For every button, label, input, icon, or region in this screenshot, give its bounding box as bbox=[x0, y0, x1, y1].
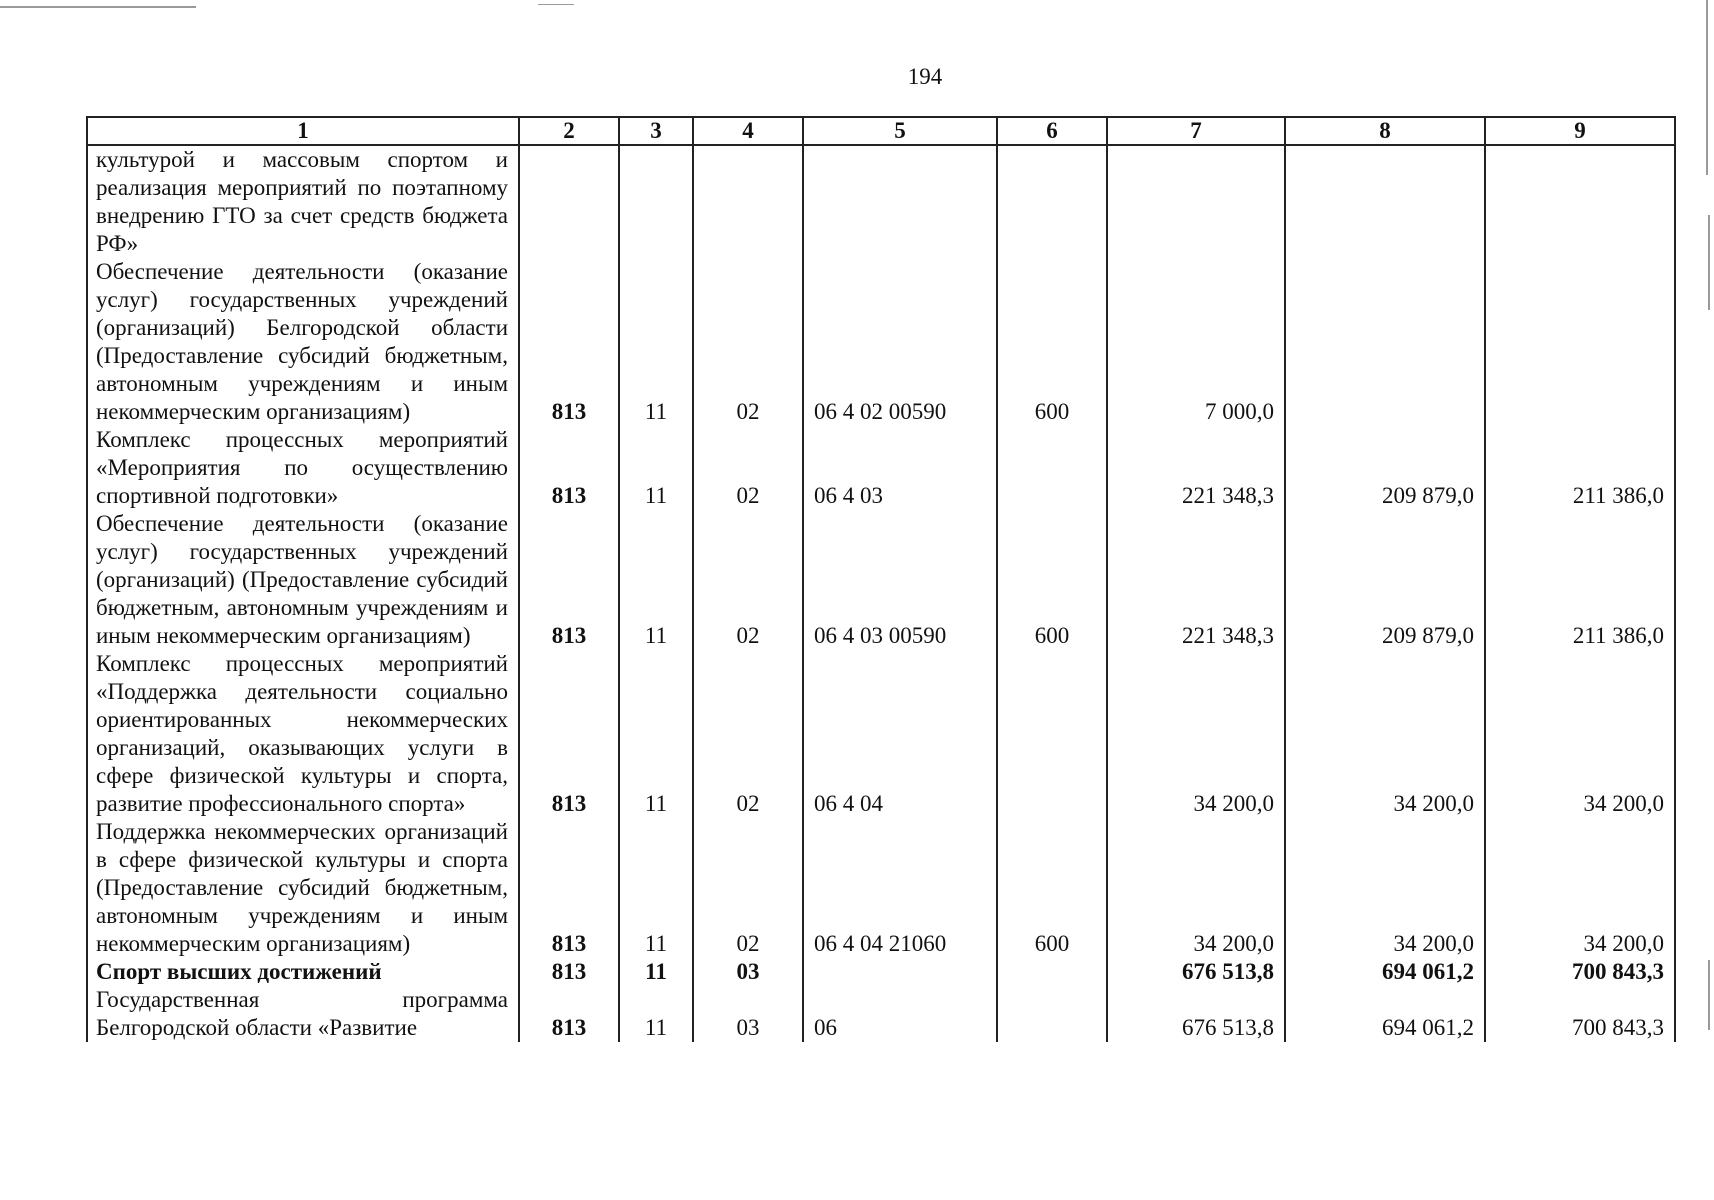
cell-col8: 34 200,0 bbox=[1285, 818, 1485, 958]
scan-artifact-line bbox=[1708, 960, 1710, 1030]
cell-col2: 813 bbox=[519, 818, 619, 958]
cell-col8: 694 061,2 bbox=[1285, 986, 1485, 1042]
row-name: Комплекс процессных мероприятий «Поддержка деятельности социально ориентированных некоммерческих организаций, оказывающих услуги в сфере физической культуры и спорта, развитие профессионального спорта» bbox=[87, 650, 519, 818]
cell-col9: 211 386,0 bbox=[1485, 510, 1675, 650]
cell-col8: 34 200,0 bbox=[1285, 650, 1485, 818]
cell-col3: 11 bbox=[619, 426, 693, 510]
cell-col9: 211 386,0 bbox=[1485, 426, 1675, 510]
row-name: Обеспечение деятельности (оказание услуг) государственных учреждений (организаций) Белгородской области (Предоставление субсидий бюджетным, автономным учреждениям и иным некоммерческим организациям) bbox=[87, 258, 519, 426]
cell-col5: 06 bbox=[803, 986, 997, 1042]
cell-col2: 813 bbox=[519, 426, 619, 510]
col-header-8: 8 bbox=[1285, 117, 1485, 145]
cell-col8: 209 879,0 bbox=[1285, 426, 1485, 510]
cell-col8: 209 879,0 bbox=[1285, 510, 1485, 650]
row-name: Спорт высших достижений bbox=[87, 958, 519, 986]
cell-col4: 02 bbox=[693, 818, 803, 958]
cell-col9: 34 200,0 bbox=[1485, 818, 1675, 958]
row-name: Государственная программа Белгородской области «Развитие bbox=[87, 986, 519, 1042]
table-row bbox=[87, 986, 1675, 1042]
cell-col4 bbox=[693, 145, 803, 258]
page-number: 194 bbox=[907, 64, 943, 89]
scan-artifact-line bbox=[1708, 215, 1710, 310]
cell-col7: 221 348,3 bbox=[1107, 426, 1285, 510]
cell-col6: 600 bbox=[997, 818, 1107, 958]
cell-col4: 02 bbox=[693, 510, 803, 650]
cell-col2 bbox=[519, 145, 619, 258]
cell-col9: 34 200,0 bbox=[1485, 650, 1675, 818]
cell-col2: 813 bbox=[519, 650, 619, 818]
cell-col9 bbox=[1485, 145, 1675, 258]
table-row bbox=[87, 426, 1675, 510]
header-row bbox=[87, 117, 1675, 145]
cell-col5: 06 4 04 21060 bbox=[803, 818, 997, 958]
cell-col7: 676 513,8 bbox=[1107, 986, 1285, 1042]
cell-col4: 02 bbox=[693, 258, 803, 426]
cell-col5 bbox=[803, 145, 997, 258]
table-row bbox=[87, 258, 1675, 426]
scan-artifact-line bbox=[0, 6, 196, 8]
cell-col7: 34 200,0 bbox=[1107, 650, 1285, 818]
cell-col4: 03 bbox=[693, 986, 803, 1042]
cell-col6 bbox=[997, 650, 1107, 818]
cell-col9: 700 843,3 bbox=[1485, 986, 1675, 1042]
cell-col3: 11 bbox=[619, 986, 693, 1042]
cell-col7: 676 513,8 bbox=[1107, 958, 1285, 986]
col-header-7: 7 bbox=[1107, 117, 1285, 145]
row-name: Комплекс процессных мероприятий «Мероприятия по осуществлению спортивной подготовки» bbox=[87, 426, 519, 510]
col-header-5: 5 bbox=[803, 117, 997, 145]
cell-col2: 813 bbox=[519, 958, 619, 986]
cell-col5: 06 4 04 bbox=[803, 650, 997, 818]
cell-col7: 34 200,0 bbox=[1107, 818, 1285, 958]
cell-col3 bbox=[619, 145, 693, 258]
cell-col7: 7 000,0 bbox=[1107, 258, 1285, 426]
cell-col3: 11 bbox=[619, 650, 693, 818]
col-header-2: 2 bbox=[519, 117, 619, 145]
cell-col6 bbox=[997, 426, 1107, 510]
scan-artifact-line bbox=[538, 4, 574, 5]
col-header-9: 9 bbox=[1485, 117, 1675, 145]
col-header-1: 1 bbox=[87, 117, 519, 145]
table-row bbox=[87, 510, 1675, 650]
table-row bbox=[87, 145, 1675, 258]
cell-col6 bbox=[997, 986, 1107, 1042]
cell-col3: 11 bbox=[619, 818, 693, 958]
cell-col6: 600 bbox=[997, 510, 1107, 650]
cell-col4: 02 bbox=[693, 650, 803, 818]
cell-col7 bbox=[1107, 145, 1285, 258]
cell-col3: 11 bbox=[619, 510, 693, 650]
cell-col5: 06 4 03 00590 bbox=[803, 510, 997, 650]
cell-col8 bbox=[1285, 145, 1485, 258]
cell-col4: 03 bbox=[693, 958, 803, 986]
budget-table bbox=[86, 116, 1676, 1042]
cell-col7: 221 348,3 bbox=[1107, 510, 1285, 650]
row-name: Поддержка некоммерческих организаций в сфере физической культуры и спорта (Предоставление субсидий бюджетным, автономным учреждениям и иным некоммерческим организациям) bbox=[87, 818, 519, 958]
budget-table-container bbox=[86, 116, 1674, 1132]
cell-col4: 02 bbox=[693, 426, 803, 510]
table-row bbox=[87, 818, 1675, 958]
cell-col5: 06 4 02 00590 bbox=[803, 258, 997, 426]
cell-col2: 813 bbox=[519, 510, 619, 650]
cell-col2: 813 bbox=[519, 258, 619, 426]
cell-col9: 700 843,3 bbox=[1485, 958, 1675, 986]
cell-col8: 694 061,2 bbox=[1285, 958, 1485, 986]
cell-col5: 06 4 03 bbox=[803, 426, 997, 510]
table-row bbox=[87, 650, 1675, 818]
cell-col9 bbox=[1485, 258, 1675, 426]
cell-col6: 600 bbox=[997, 258, 1107, 426]
col-header-6: 6 bbox=[997, 117, 1107, 145]
cell-col2: 813 bbox=[519, 986, 619, 1042]
table-row-section-total bbox=[87, 958, 1675, 986]
cell-col6 bbox=[997, 145, 1107, 258]
cell-col5 bbox=[803, 958, 997, 986]
cell-col8 bbox=[1285, 258, 1485, 426]
cell-col3: 11 bbox=[619, 258, 693, 426]
col-header-3: 3 bbox=[619, 117, 693, 145]
cell-col6 bbox=[997, 958, 1107, 986]
row-name: Обеспечение деятельности (оказание услуг) государственных учреждений (организаций) (Предоставление субсидий бюджетным, автономным учреждениям и иным некоммерческим организациям) bbox=[87, 510, 519, 650]
cell-col3: 11 bbox=[619, 958, 693, 986]
col-header-4: 4 bbox=[693, 117, 803, 145]
row-name: культурой и массовым спортом и реализация мероприятий по поэтапному внедрению ГТО за счет средств бюджета РФ» bbox=[87, 145, 519, 258]
